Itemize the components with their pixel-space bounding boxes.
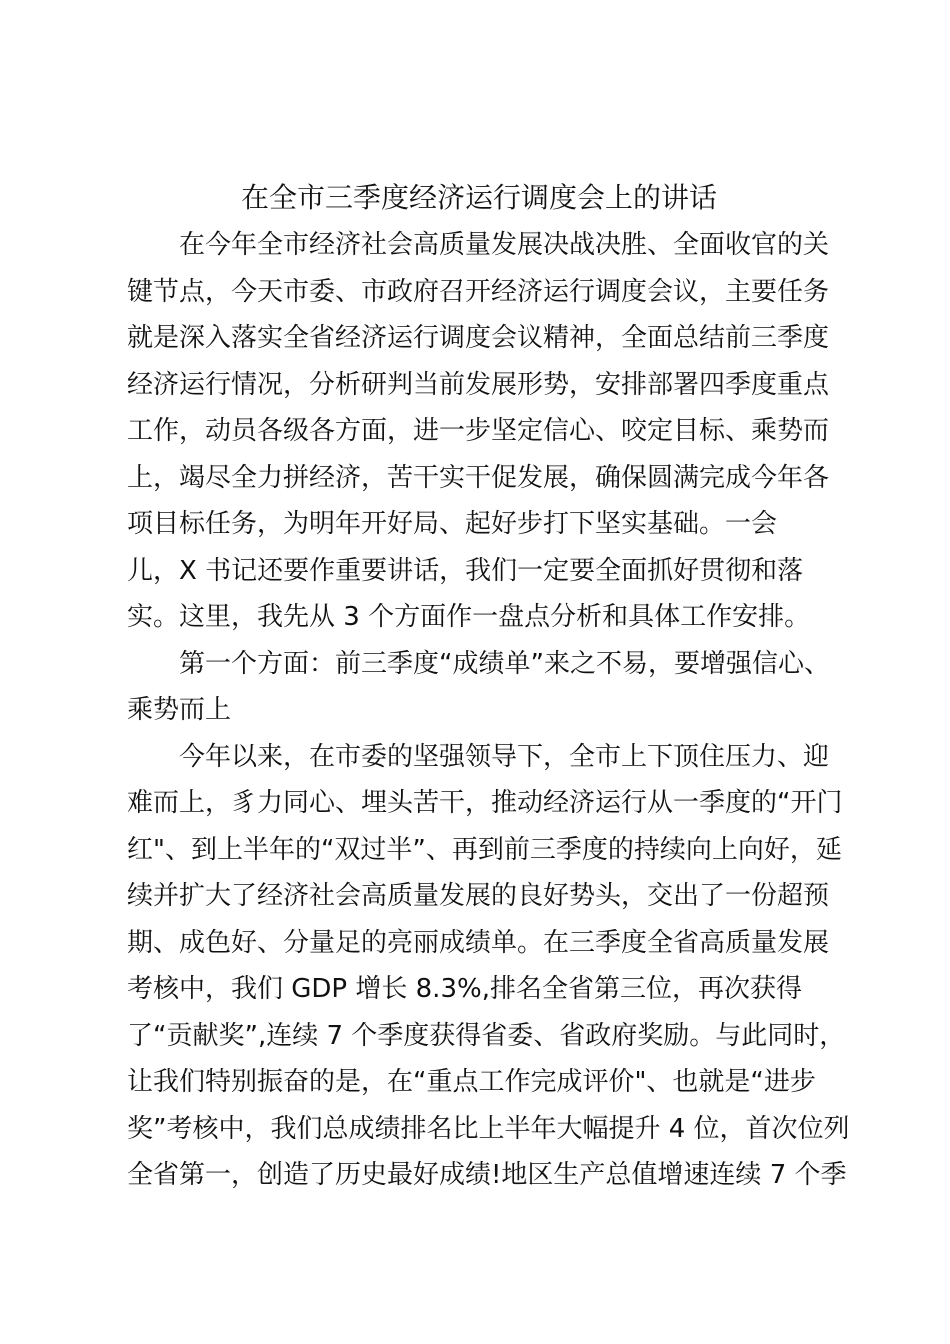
- paragraph-line: 项目标任务，为明年开好局、起好步打下坚实基础。一会: [127, 509, 778, 539]
- paragraph-line: 续并扩大了经济社会高质量发展的良好势头，交出了一份超预: [127, 881, 830, 911]
- section-heading-line: 第一个方面：前三季度“成绩单”来之不易，要增强信心、: [179, 648, 830, 679]
- paragraph-line: 期、成色好、分量足的亮丽成绩单。在三季度全省高质量发展: [127, 927, 830, 958]
- paragraph-line: 经济运行情况，分析研判当前发展形势，安排部署四季度重点: [127, 369, 830, 400]
- paragraph-line: 键节点，今天市委、市政府召开经济运行调度会议，主要任务: [127, 276, 830, 307]
- paragraph-line: 在今年全市经济社会高质量发展决战决胜、全面收官的关: [179, 230, 830, 260]
- document-body: [127, 222, 850, 1199]
- paragraph-line: 工作，动员各级各方面，进一步坚定信心、咬定目标、乘势而: [127, 416, 830, 446]
- paragraph-line: 实。这里，我先从 3 个方面作一盘点分析和具体工作安排。: [127, 602, 811, 632]
- paragraph-line: 今年以来，在市委的坚强领导下，全市上下顶住压力、迎: [179, 741, 830, 772]
- paragraph-line: 让我们特别振奋的是，在“重点工作完成评价"、也就是“进步: [127, 1067, 816, 1097]
- paragraph-line: 全省第一，创造了历史最好成绩!地区生产总值增速连续 7 个季: [127, 1160, 847, 1190]
- paragraph-line: 儿，X 书记还要作重要讲话，我们一定要全面抓好贯彻和落: [127, 555, 804, 586]
- paragraph-line: 了“贡献奖”,连续 7 个季度获得省委、省政府奖励。与此同时，: [127, 1020, 846, 1051]
- paragraph-line: 考核中，我们 GDP 增长 8.3%,排名全省第三位，再次获得: [127, 974, 802, 1004]
- paragraph-line: 红"、到上半年的“双过半”、再到前三季度的持续向上向好，延: [127, 834, 842, 865]
- paragraph-line: 难而上，豸力同心、埋头苦干，推动经济运行从一季度的“开门: [127, 788, 843, 818]
- paragraph-line: 奖”考核中，我们总成绩排名比上半年大幅提升 4 位，首次位列: [127, 1113, 850, 1144]
- paragraph-line: 就是深入落实全省经济运行调度会议精神，全面总结前三季度: [127, 323, 830, 353]
- section-heading-line: 乘势而上: [127, 695, 232, 725]
- paragraph-line: 上，竭尽全力拼经济，苦干实干促发展，确保圆满完成今年各: [127, 462, 830, 493]
- document-title: 在全市三季度经济运行调度会上的讲话: [240, 181, 717, 214]
